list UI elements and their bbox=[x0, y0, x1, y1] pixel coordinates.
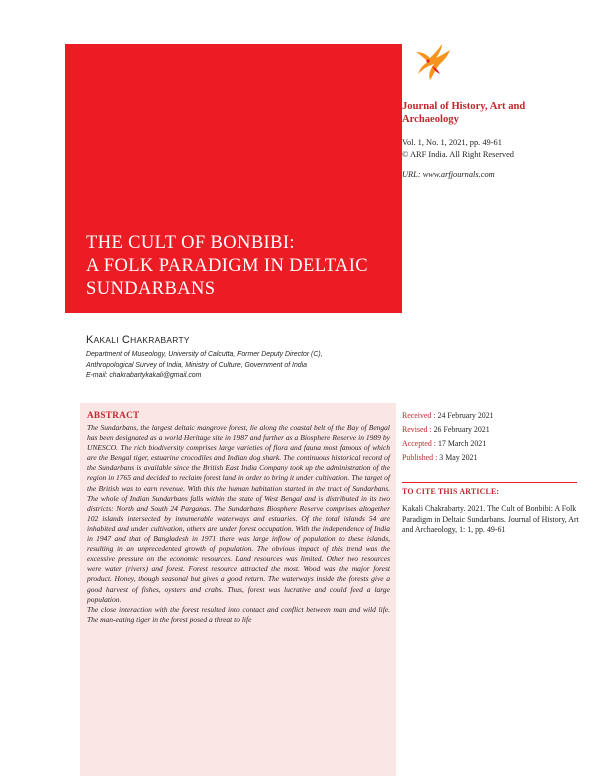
citation-heading: TO CITE THIS ARTICLE: bbox=[402, 487, 500, 496]
accepted-label: Accepted : bbox=[402, 439, 436, 449]
abstract-paragraph-2: The close interaction with the forest resulted into contact and conflict between man and wild life. The man-eating tiger in the forest posed a threat to life bbox=[87, 604, 390, 624]
title-line-2: A FOLK PARADIGM IN DELTAIC bbox=[86, 256, 368, 276]
abstract-body bbox=[87, 423, 390, 625]
affiliation-line-2: Anthropological Survey of India, Ministry of Culture, Government of India bbox=[86, 361, 307, 369]
author-name-text: KAKALI CHAKRABARTY bbox=[86, 334, 190, 346]
journal-meta bbox=[402, 137, 592, 160]
received-date: 24 February 2021 bbox=[437, 411, 494, 420]
received-date-row bbox=[402, 409, 592, 423]
revised-label: Revised : bbox=[402, 425, 432, 435]
abstract-paragraph-1: The Sundarbans, the largest deltaic mangrove forest, lie along the coastal belt of the Bay of Bengal has been designated as a world Heritage site in 1987 and further as a Biosphere Reserve in 1989 by UNESCO. The rich biodiversity comprises large varieties of flora and fauna most famous of which are the Bengal tiger, estuarine crocodiles and Indian dog shark. The continuous historical record of the Sundarbans is available since the British East India Company took up the administration of the region in 1765 and decided to reclaim forest land in order to bring it under cultivation. The target of the British was to earn revenue. With this the human habitation started in the tract of Sundarbans. The whole of Indian Sundarbans falls within the state of West Bengal and is distributed in its two districts: North and South 24 Parganas. The Sundarbans Biosphere Reserve comprises altogether 102 islands intersected by innumerable waterways and estuaries. Of the total islands 54 are inhabited and under cultivation, others are under forest occupation. With the independence of India in 1947 and that of Bangladesh in 1971 there was large inflow of population to these islands, resulting in an unprecedented growth of population. The obvious impact of this trend was the excessive pressure on the economic resources. Land resources was limited. Other two resources were water (rivers) and forest. Forest resource attracted the most. Wood was the major forest product. Honey, though seasonal but gives a good return. The waterways inside the forests give a good harvest of fishes, oysters and crabs. Thus, forest was lucrative and could feed a large population. bbox=[87, 423, 390, 604]
journal-name: Journal of History, Art and Archaeology bbox=[402, 101, 526, 125]
title-line-1: THE CULT OF BONBIBI: bbox=[86, 233, 295, 253]
affiliation-line-1: Department of Museology, University of Calcutta, Former Deputy Director (C), bbox=[86, 351, 323, 358]
copyright-info: © ARF India. All Right Reserved bbox=[402, 149, 514, 159]
published-date-row bbox=[402, 451, 592, 465]
published-label: Published : bbox=[402, 453, 438, 463]
published-date: 3 May 2021 bbox=[439, 453, 478, 463]
revised-date: 26 February 2021 bbox=[433, 425, 490, 435]
author-email[interactable]: E-mail: chakrabartykakali@gmail.com bbox=[86, 372, 202, 379]
citation-text: Kakali Chakrabarty. 2021. The Cult of Bonbibi: A Folk Paradigm in Deltaic Sundarbans. Journal of History, Art and Archaeology, 1: 1, pp. 49-61 bbox=[402, 504, 579, 535]
accepted-date: 17 March 2021 bbox=[437, 439, 487, 449]
article-dates bbox=[402, 409, 592, 465]
title-line-3: SUNDARBANS bbox=[86, 279, 216, 299]
volume-info: Vol. 1, No. 1, 2021, pp. 49-61 bbox=[402, 138, 502, 147]
citation-divider bbox=[402, 482, 577, 483]
revised-date-row bbox=[402, 423, 592, 437]
article-title bbox=[86, 232, 396, 301]
phoenix-bird-icon bbox=[412, 44, 452, 82]
received-label: Received : bbox=[402, 411, 436, 420]
journal-url-link[interactable]: URL: www.arfjournals.com bbox=[402, 170, 495, 179]
author-block bbox=[86, 334, 406, 382]
abstract-heading: ABSTRACT bbox=[87, 410, 140, 420]
author-name bbox=[86, 334, 406, 346]
accepted-date-row bbox=[402, 437, 592, 451]
